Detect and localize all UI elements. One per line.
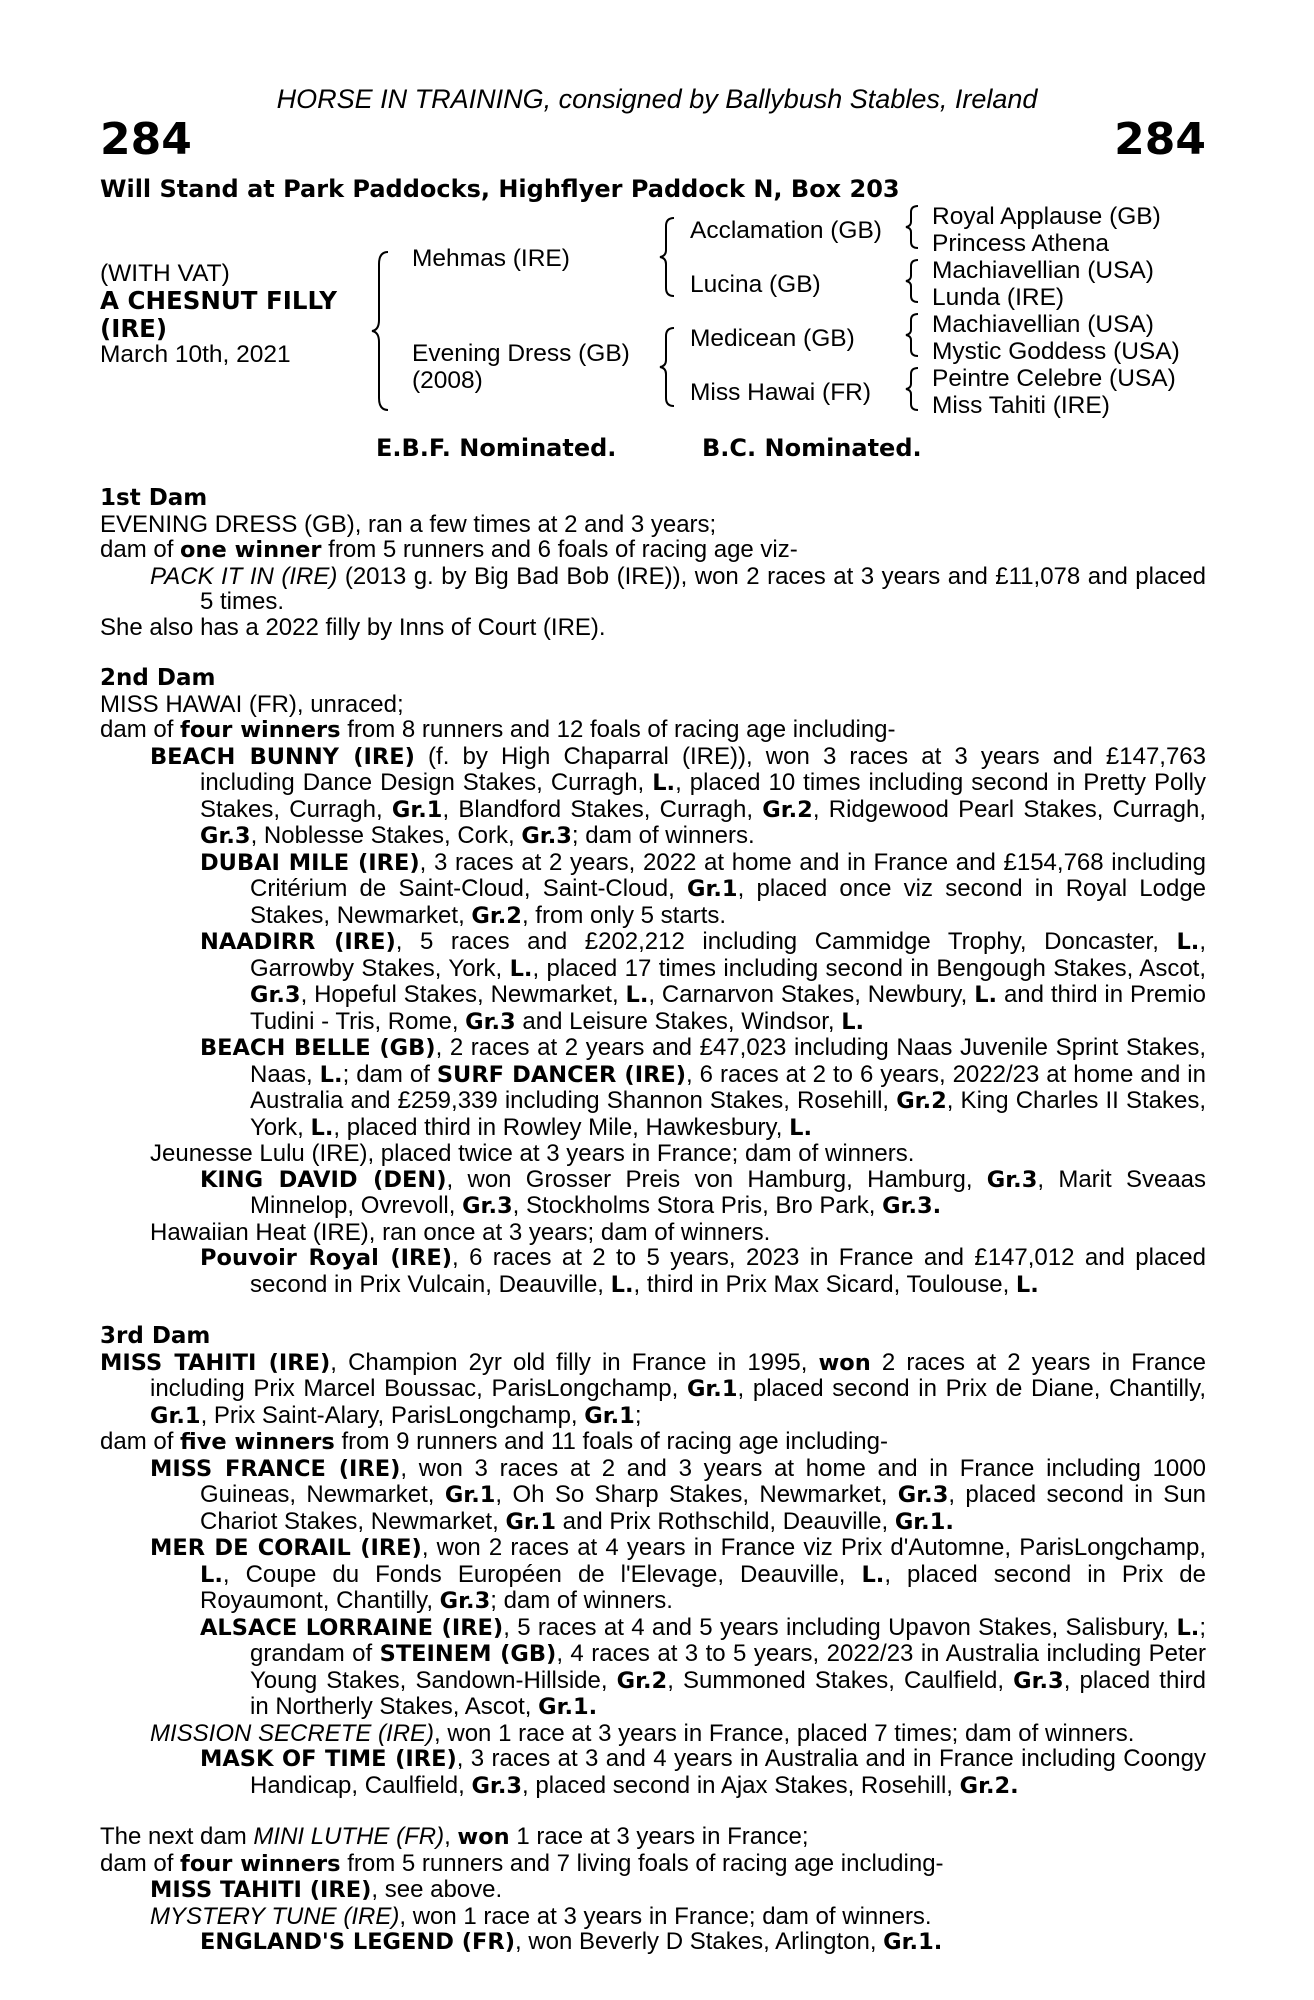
produce-mask-of-time: MASK OF TIME (IRE), 3 races at 3 and 4 years in Australia and in France including Coongy Handicap, Caulfield, Gr.3, placed second in Ajax Stakes, Rosehill, Gr.2. [200,1745,1206,1799]
dam-year: (2008) [412,367,483,394]
dam-name: Evening Dress (GB) [412,340,630,367]
pedigree-brace-ds [904,312,922,358]
first-dam-heading: 1st Dam [100,485,208,511]
lot-number-left: 284 [100,114,192,165]
dss-name: Machiavellian (USA) [932,311,1154,338]
produce-pack-it-in: PACK IT IN (IRE) (2013 g. by Big Bad Bob (IRE)), won 2 races at 3 years and £11,078 and placed 5 times. [150,562,1206,615]
third-dam-produce: dam of five winners from 9 runners and 11 foals of racing age including- [100,1428,888,1455]
consignor-header: HORSE IN TRAINING, consigned by Ballybush Stables, Ireland [276,84,1038,114]
produce-king-david: KING DAVID (DEN), won Grosser Preis von Hamburg, Hamburg, Gr.3, Marit Sveaas Minnelop, Ovrevoll, Gr.3, Stockholms Stora Pris, Bro Park, Gr.3. [200,1165,1207,1219]
bc-nominated: B.C. Nominated. [702,434,922,462]
second-dam-heading: 2nd Dam [100,665,216,691]
produce-mission-secrete: MISSION SECRETE (IRE), won 1 race at 3 years in France, placed 7 times; dam of winners. [150,1719,1135,1747]
produce-dubai-mile: DUBAI MILE (IRE), 3 races at 2 years, 2022 at home and in France and £154,768 including Critérium de Saint-Cloud, Saint-Cloud, Gr.1, placed once viz second in Royal Lodge Stakes, Newmarket, Gr.2, from only 5 starts. [200,848,1207,929]
pedigree-brace-sire [658,216,678,298]
first-dam-also: She also has a 2022 filly by Inns of Court (IRE). [100,613,606,641]
sds-name: Machiavellian (USA) [932,257,1154,284]
pedigree-brace-main [370,250,392,412]
dsd-name: Mystic Goddess (USA) [932,338,1180,365]
produce-englands-legend: ENGLAND'S LEGEND (FR), won Beverly D Stakes, Arlington, Gr.1. [200,1928,943,1955]
horse-name-line2: (IRE) [100,314,168,343]
next-dam-produce: dam of four winners from 5 runners and 7 living foals of racing age including- [100,1849,944,1877]
produce-alsace-lorraine: ALSACE LORRAINE (IRE), 5 races at 4 and 5 years including Upavon Stakes, Salisbury, L.; grandam of STEINEM (GB), 4 races at 3 to 5 years, 2022/23 in Australia including Peter Young Stakes, Sandown-Hillside, Gr.2, Summoned Stakes, Caulfield, Gr.3, placed third in Northerly Stakes, Ascot, Gr.1. [200,1613,1206,1720]
produce-miss-france: MISS FRANCE (IRE), won 3 races at 2 and 3 years at home and in France including 1000 Guineas, Newmarket, Gr.1, Oh So Sharp Stakes, Newmarket, Gr.3, placed second in Sun Chariot Stakes, Newmarket, Gr.1 and Prix Rothschild, Deauville, Gr.1. [150,1454,1207,1535]
third-dam-heading: 3rd Dam [100,1323,211,1349]
pedigree-brace-dd [904,366,922,412]
lot-number-right: 284 [1114,114,1206,165]
sire-sire: Acclamation (GB) [690,217,882,244]
produce-naadirr: NAADIRR (IRE), 5 races and £202,212 including Cammidge Trophy, Doncaster, L., Garrowby Stakes, York, L., placed 17 times including second in Bengough Stakes, Ascot, Gr.3, Hopeful Stakes, Newmarket, L., Carnarvon Stakes, Newbury, L. and third in Premio Tudini - Tris, Rome, Gr.3 and Leisure Stakes, Windsor, L. [200,928,1206,1035]
ddd-name: Miss Tahiti (IRE) [932,392,1110,419]
produce-jeunesse-lulu: Jeunesse Lulu (IRE), placed twice at 3 years in France; dam of winners. [150,1140,915,1167]
pedigree-brace-ss [904,204,922,250]
second-dam-line: MISS HAWAI (FR), unraced; [100,690,404,718]
third-dam-line: MISS TAHITI (IRE), Champion 2yr old filly in France in 1995, won 2 races at 2 years in France including Prix Marcel Boussac, ParisLongchamp, Gr.1, placed second in Prix de Diane, Chantilly, Gr.1, Prix Saint-Alary, ParisLongchamp, Gr.1; [100,1348,1207,1429]
produce-beach-belle: BEACH BELLE (GB), 2 races at 2 years and £47,023 including Naas Juvenile Sprint Stakes, Naas, L.; dam of SURF DANCER (IRE), 6 races at 2 to 6 years, 2022/23 at home and in Australia and £259,339 including Shannon Stakes, Rosehill, Gr.2, King Charles II Stakes, York, L., placed third in Rowley Mile, Hawkesbury, L. [200,1034,1207,1141]
horse-dob: March 10th, 2021 [100,341,291,368]
produce-mer-de-corail: MER DE CORAIL (IRE), won 2 races at 4 years in France viz Prix d'Automne, ParisLongchamp, L., Coupe du Fonds Européen de l'Elevage, Deauville, L., placed second in Prix de Royaumont, Chantilly, Gr.3; dam of winners. [150,1534,1206,1614]
pedigree-brace-sd [904,258,922,304]
sdd-name: Lunda (IRE) [932,284,1065,311]
produce-miss-tahiti: MISS TAHITI (IRE), see above. [150,1876,503,1903]
second-dam-produce: dam of four winners from 8 runners and 12 foals of racing age including- [100,716,896,743]
horse-name-line1: A CHESNUT FILLY [100,286,337,315]
sire-name: Mehmas (IRE) [412,245,570,272]
first-dam-line: EVENING DRESS (GB), ran a few times at 2 and 3 years; [100,510,717,538]
sire-dam: Lucina (GB) [690,271,821,298]
produce-beach-bunny: BEACH BUNNY (IRE) (f. by High Chaparral (IRE)), won 3 races at 3 years and £147,763 including Dance Design Stakes, Curragh, L., placed 10 times including second in Pretty Polly Stakes, Curragh, Gr.1, Blandford Stakes, Curragh, Gr.2, Ridgewood Pearl Stakes, Curragh, Gr.3, Noblesse Stakes, Cork, Gr.3; dam of winners. [150,742,1207,849]
ssd-name: Princess Athena [932,230,1110,257]
next-dam-line: The next dam MINI LUTHE (FR), won 1 race at 3 years in France; [100,1823,809,1850]
dam-dam: Miss Hawai (FR) [690,379,872,406]
first-dam-produce: dam of one winner from 5 runners and 6 foals of racing age viz- [100,536,798,563]
dds-name: Peintre Celebre (USA) [932,365,1176,392]
produce-hawaiian-heat: Hawaiian Heat (IRE), ran once at 3 years; dam of winners. [150,1218,771,1246]
produce-mystery-tune: MYSTERY TUNE (IRE), won 1 race at 3 years in France; dam of winners. [150,1902,932,1930]
ebf-nominated: E.B.F. Nominated. [376,434,617,462]
catalogue-body [100,485,1206,1956]
produce-pouvoir-royal: Pouvoir Royal (IRE), 6 races at 2 to 5 years, 2023 in France and £147,012 and placed second in Prix Vulcain, Deauville, L., third in Prix Max Sicard, Toulouse, L. [200,1244,1206,1298]
stand-location: Will Stand at Park Paddocks, Highflyer Paddock N, Box 203 [100,175,900,203]
dam-sire: Medicean (GB) [690,325,855,352]
pedigree-brace-dam [658,326,678,408]
sss-name: Royal Applause (GB) [932,203,1161,230]
vat-label: (WITH VAT) [100,260,230,287]
